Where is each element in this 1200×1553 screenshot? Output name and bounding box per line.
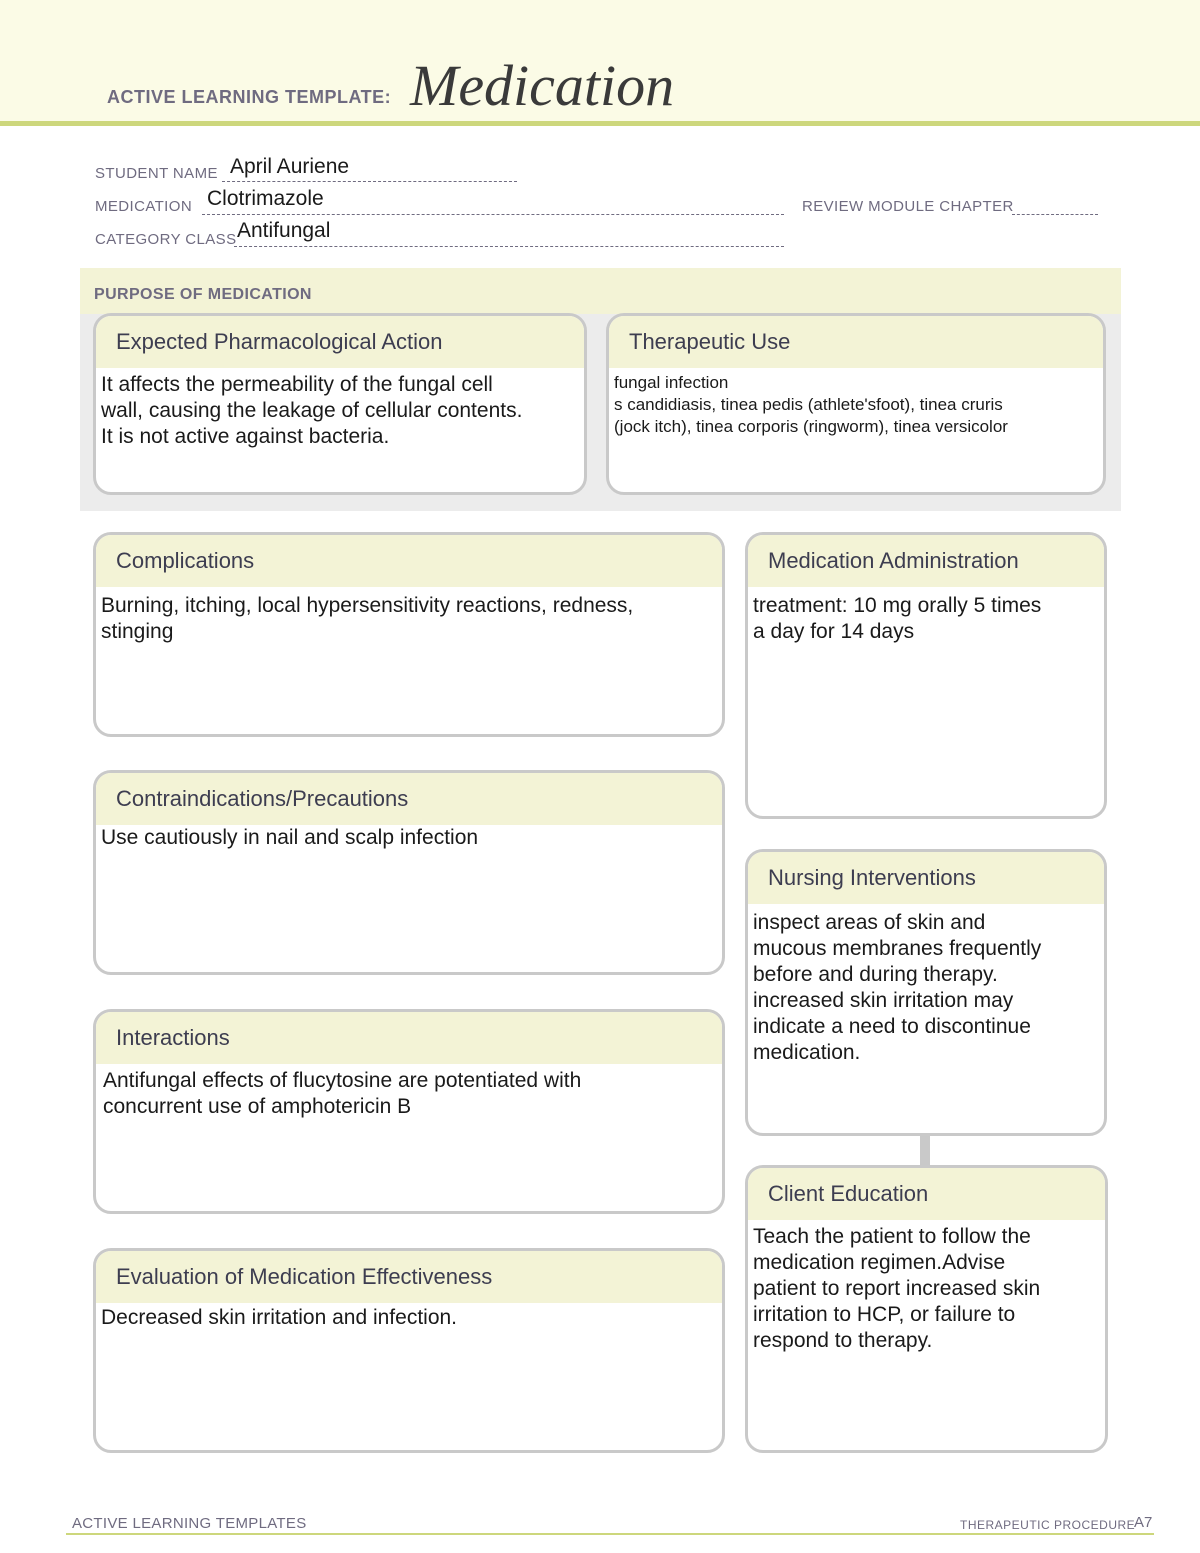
student-name-line — [222, 181, 517, 182]
evaluation-text[interactable]: Decreased skin irritation and infection. — [101, 1306, 458, 1329]
therapeutic-use-text[interactable]: fungal infection s candidiasis, tinea pedis (athlete'sfoot), tinea cruris (jock itch), tinea corporis (ringworm), tinea versicolor — [614, 373, 1008, 436]
client-education-text[interactable]: Teach the patient to follow the medication regimen.Advise patient to report increased skin irritation to HCP, or failure to respond to therapy. — [753, 1225, 1041, 1352]
evaluation-box — [93, 1248, 725, 1453]
category-class-field[interactable]: Antifungal — [237, 219, 331, 242]
administration-title: Medication Administration — [768, 548, 1019, 573]
medication-field[interactable]: Clotrimazole — [207, 187, 324, 210]
nursing-interventions-box — [745, 849, 1107, 1136]
client-education-header — [748, 1168, 1105, 1220]
interactions-box — [93, 1009, 725, 1214]
student-name-field[interactable]: April Auriene — [230, 155, 350, 178]
contraindications-header — [96, 773, 722, 825]
contraindications-title: Contraindications/Precautions — [116, 786, 409, 811]
header-rule — [0, 121, 1200, 126]
therapeutic-use-header — [609, 316, 1103, 368]
interactions-header — [96, 1012, 722, 1064]
medication-line — [202, 214, 784, 215]
interactions-text[interactable]: Antifungal effects of flucytosine are potentiated with concurrent use of amphotericin B — [103, 1069, 582, 1118]
nursing-interventions-title: Nursing Interventions — [768, 865, 976, 890]
evaluation-header — [96, 1251, 722, 1303]
page-title: Medication — [410, 53, 675, 118]
evaluation-title: Evaluation of Medication Effectiveness — [116, 1264, 493, 1289]
purpose-label: PURPOSE OF MEDICATION — [94, 286, 312, 303]
nursing-interventions-header — [748, 852, 1104, 904]
administration-box — [745, 532, 1107, 819]
client-education-title: Client Education — [768, 1181, 929, 1206]
category-class-line — [234, 246, 784, 247]
review-module-label: REVIEW MODULE CHAPTER — [802, 198, 1014, 215]
category-class-label: CATEGORY CLASS — [95, 231, 237, 248]
template-label: ACTIVE LEARNING TEMPLATE: — [107, 87, 392, 107]
administration-text[interactable]: treatment: 10 mg orally 5 times a day for 14 days — [753, 594, 1042, 643]
complications-box — [93, 532, 725, 737]
client-education-box — [745, 1165, 1108, 1453]
review-module-field[interactable] — [1012, 214, 1098, 215]
expected-action-header — [96, 316, 584, 368]
footer-rule — [66, 1533, 1154, 1535]
footer-left-text: ACTIVE LEARNING TEMPLATES — [72, 1515, 307, 1532]
box-connector — [920, 1134, 930, 1166]
complications-title: Complications — [116, 548, 255, 573]
therapeutic-use-box — [606, 313, 1106, 495]
administration-header — [748, 535, 1104, 587]
footer-right-text: THERAPEUTIC PROCEDURE — [960, 1518, 1136, 1532]
interactions-title: Interactions — [116, 1025, 230, 1050]
complications-text[interactable]: Burning, itching, local hypersensitivity reactions, redness, stinging — [101, 594, 634, 643]
contraindications-text[interactable]: Use cautiously in nail and scalp infection — [101, 826, 479, 849]
expected-action-title: Expected Pharmacological Action — [116, 329, 443, 354]
complications-header — [96, 535, 722, 587]
therapeutic-use-title: Therapeutic Use — [629, 329, 791, 354]
contraindications-box — [93, 770, 725, 975]
footer-page-number: A7 — [1134, 1514, 1153, 1531]
expected-action-text[interactable]: It affects the permeability of the fungal cell wall, causing the leakage of cellular contents. It is not active against bacteria. — [101, 373, 523, 448]
nursing-interventions-text[interactable]: inspect areas of skin and mucous membranes frequently before and during therapy. increased skin irritation may indicate a need to discontinue medication. — [753, 911, 1042, 1064]
medication-label: MEDICATION — [95, 198, 193, 215]
expected-action-box — [93, 313, 587, 495]
student-name-label: STUDENT NAME — [95, 165, 218, 182]
